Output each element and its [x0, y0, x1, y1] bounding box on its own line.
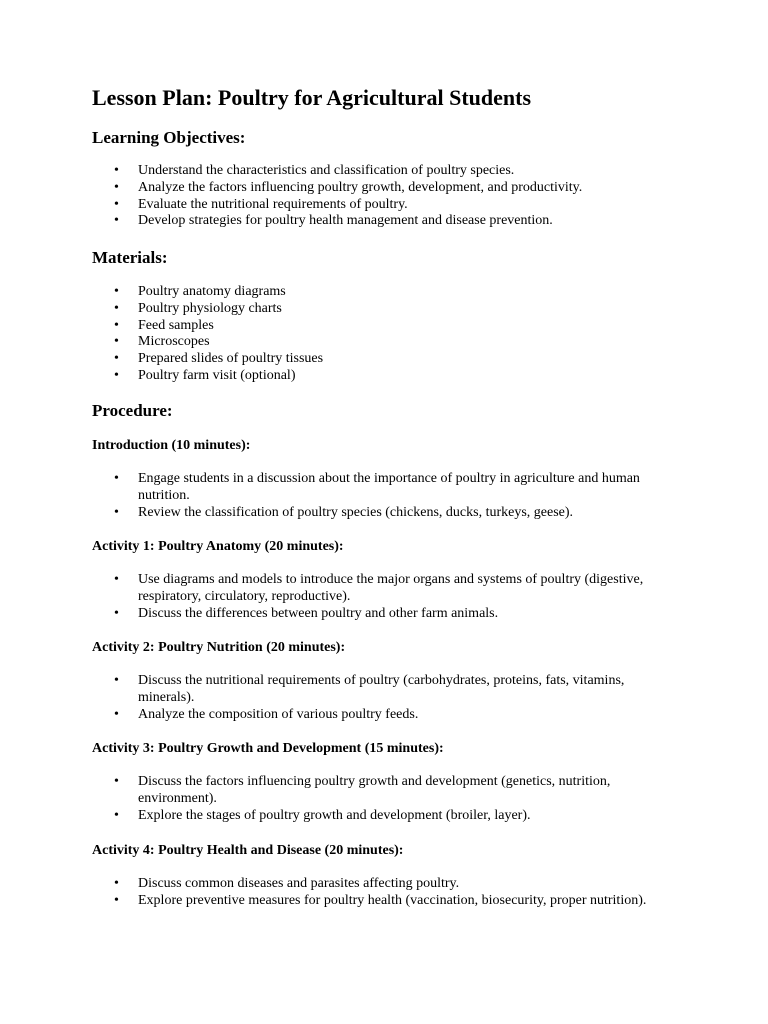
list-item: • Discuss common diseases and parasites affecting poultry.	[92, 876, 682, 893]
activity4-list	[92, 876, 682, 910]
list-item: • Discuss the nutritional requirements of poultry (carbohydrates, proteins, fats, vitamins, minerals).	[92, 673, 682, 707]
activity3-heading: Activity 3: Poultry Growth and Development (15 minutes):	[92, 741, 444, 756]
list-item: • Evaluate the nutritional requirements of poultry.	[92, 197, 682, 214]
list-item: • Analyze the composition of various poultry feeds.	[92, 707, 682, 724]
materials-list	[92, 284, 682, 385]
page-title: Lesson Plan: Poultry for Agricultural Students	[92, 85, 532, 110]
list-item: • Review the classification of poultry species (chickens, ducks, turkeys, geese).	[92, 505, 682, 522]
materials-heading: Materials:	[92, 248, 168, 267]
list-item: • Discuss the factors influencing poultry growth and development (genetics, nutrition, environment).	[92, 774, 682, 808]
activity1-list	[92, 572, 682, 622]
list-item: • Analyze the factors influencing poultry growth, development, and productivity.	[92, 180, 682, 197]
list-item: • Poultry farm visit (optional)	[92, 368, 682, 385]
list-item: • Explore the stages of poultry growth and development (broiler, layer).	[92, 808, 682, 825]
list-item: • Develop strategies for poultry health management and disease prevention.	[92, 213, 682, 230]
objectives-heading: Learning Objectives:	[92, 128, 246, 147]
activity2-heading: Activity 2: Poultry Nutrition (20 minutes):	[92, 640, 346, 655]
list-item: • Understand the characteristics and classification of poultry species.	[92, 163, 682, 180]
activity2-list	[92, 673, 682, 723]
introduction-list	[92, 471, 682, 521]
list-item: • Use diagrams and models to introduce the major organs and systems of poultry (digestive, respiratory, circulatory, reproductive).	[92, 572, 682, 606]
introduction-heading: Introduction (10 minutes):	[92, 438, 251, 453]
list-item: • Explore preventive measures for poultry health (vaccination, biosecurity, proper nutrition).	[92, 893, 682, 910]
objectives-list	[92, 163, 682, 230]
list-item: • Engage students in a discussion about the importance of poultry in agriculture and human nutrition.	[92, 471, 682, 505]
list-item: • Microscopes	[92, 334, 682, 351]
list-item: • Feed samples	[92, 318, 682, 335]
procedure-heading: Procedure:	[92, 401, 173, 420]
activity3-list	[92, 774, 682, 824]
activity1-heading: Activity 1: Poultry Anatomy (20 minutes):	[92, 539, 344, 554]
list-item: • Discuss the differences between poultry and other farm animals.	[92, 606, 682, 623]
activity4-heading: Activity 4: Poultry Health and Disease (20 minutes):	[92, 843, 404, 858]
list-item: • Prepared slides of poultry tissues	[92, 351, 682, 368]
list-item: • Poultry physiology charts	[92, 301, 682, 318]
list-item: • Poultry anatomy diagrams	[92, 284, 682, 301]
